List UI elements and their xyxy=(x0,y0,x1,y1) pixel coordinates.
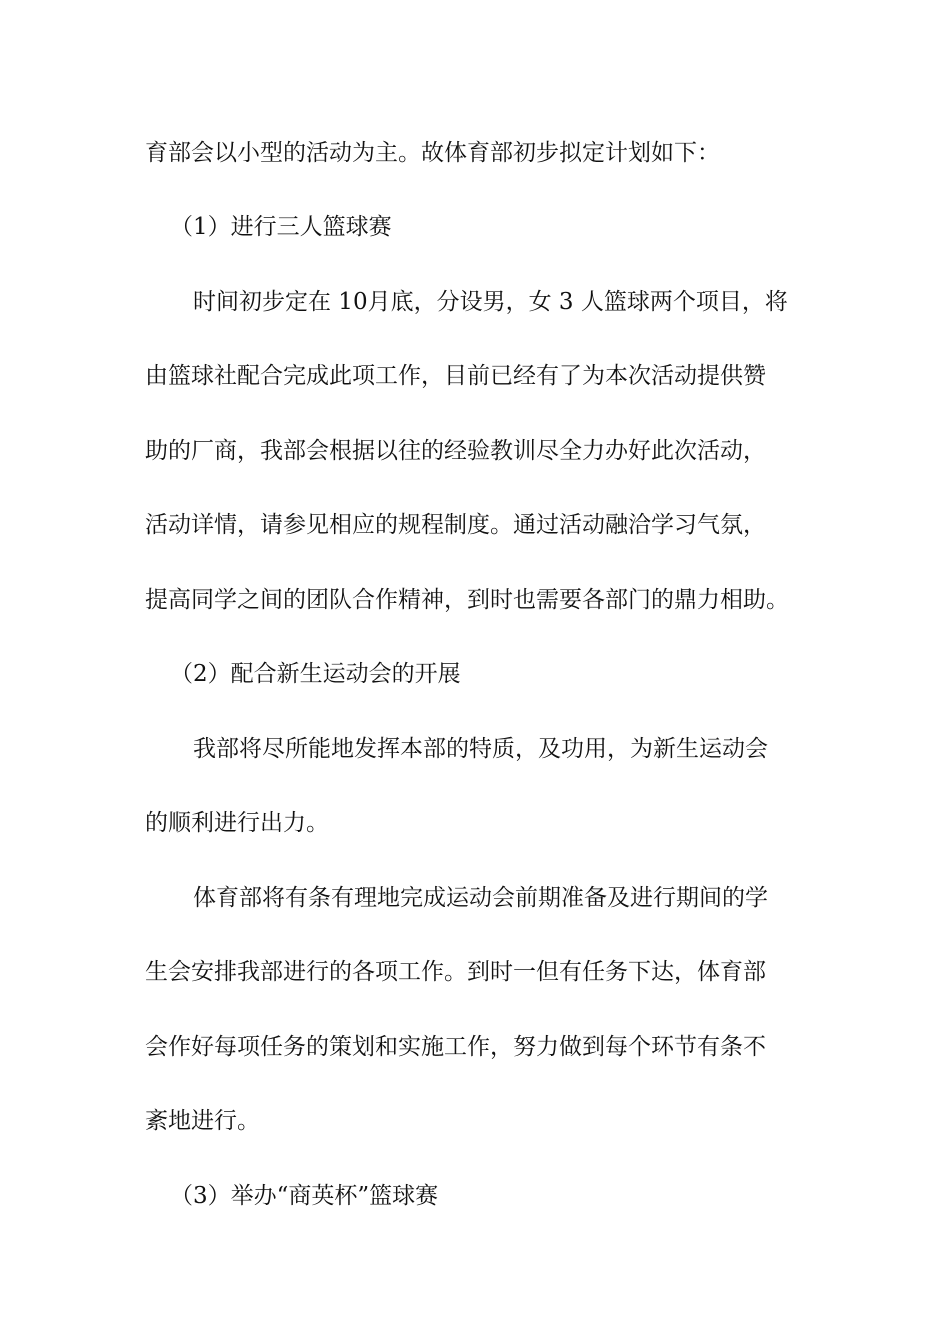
section-heading-3: （3）举办“商英杯”篮球赛 xyxy=(170,1183,439,1209)
paragraph-line: 活动详情，请参见相应的规程制度。通过活动融洽学习气氛， xyxy=(145,512,766,538)
paragraph-line: 提高同学之间的团队合作精神，到时也需要各部门的鼎力相助。 xyxy=(145,587,789,613)
paragraph-line: 我部将尽所能地发挥本部的特质，及功用，为新生运动会 xyxy=(193,736,768,762)
section-heading-1: （1）进行三人篮球赛 xyxy=(170,214,392,240)
paragraph-line: 育部会以小型的活动为主。故体育部初步拟定计划如下： xyxy=(145,140,720,166)
paragraph-line: 紊地进行。 xyxy=(145,1108,260,1134)
paragraph-line: 生会安排我部进行的各项工作。到时一但有任务下达，体育部 xyxy=(145,959,766,985)
paragraph-line: 体育部将有条有理地完成运动会前期准备及进行期间的学 xyxy=(193,885,768,911)
paragraph-line: 助的厂商，我部会根据以往的经验教训尽全力办好此次活动， xyxy=(145,438,766,464)
paragraph-line: 时间初步定在 10月底，分设男，女 3 人篮球两个项目，将 xyxy=(193,289,788,315)
paragraph-line: 的顺利进行出力。 xyxy=(145,810,329,836)
paragraph-line: 会作好每项任务的策划和实施工作，努力做到每个环节有条不 xyxy=(145,1034,766,1060)
paragraph-line: 由篮球社配合完成此项工作，目前已经有了为本次活动提供赞 xyxy=(145,363,766,389)
section-heading-2: （2）配合新生运动会的开展 xyxy=(170,661,461,687)
